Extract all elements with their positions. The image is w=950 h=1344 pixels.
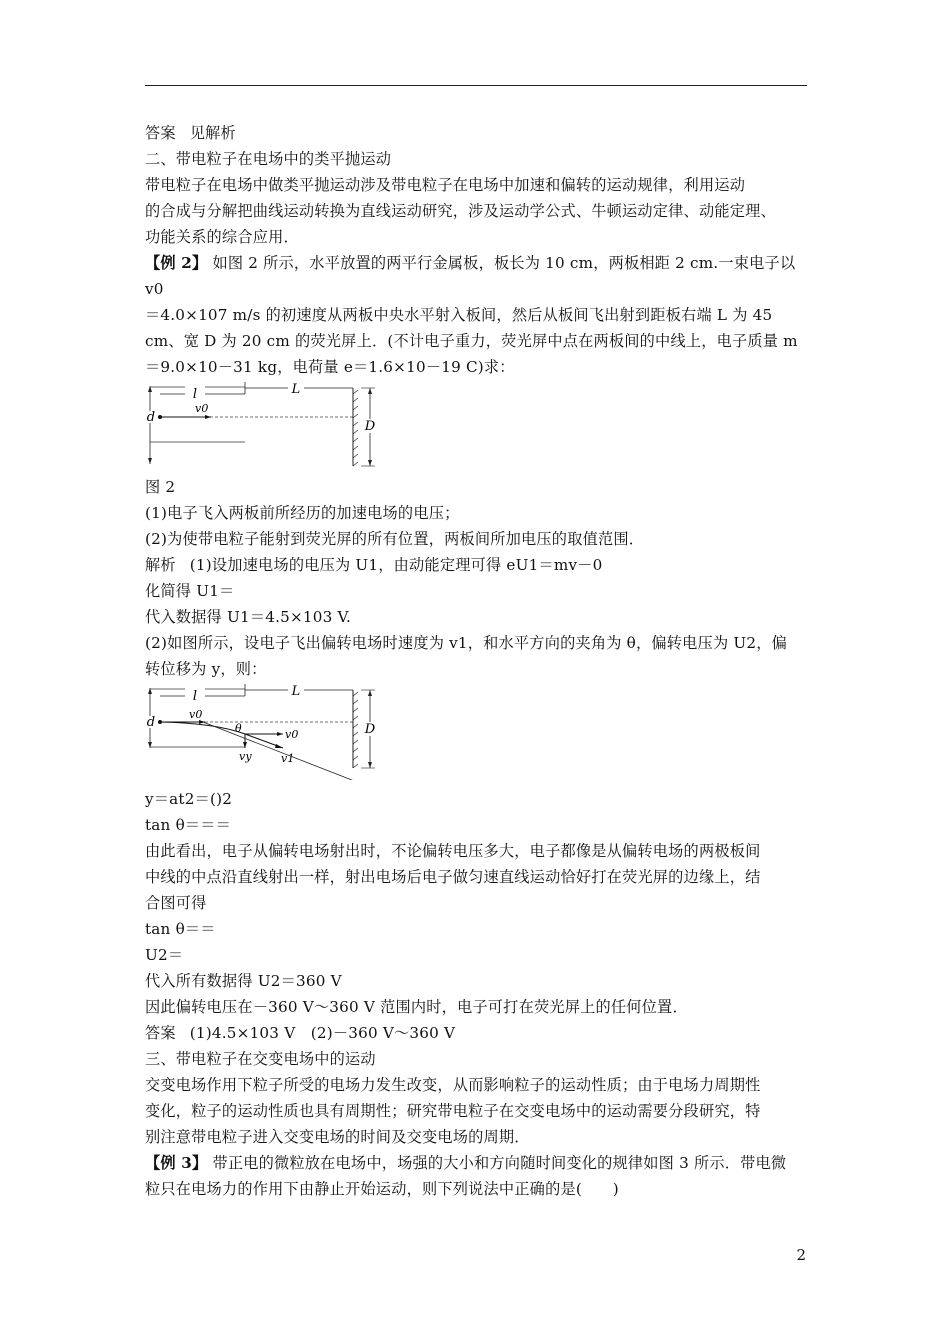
document-body [145, 120, 807, 1202]
figure-2-diagram [145, 382, 385, 468]
analysis-line: 解析 (1)设加速电场的电压为 U1，由动能定理可得 eU1＝mv－0 [145, 556, 603, 574]
paragraph-line: 代入数据得 U1＝4.5×103 V. [145, 608, 352, 626]
section-heading-2: 二、带电粒子在电场中的类平抛运动 [145, 150, 392, 168]
formula-line: U2＝ [145, 946, 184, 964]
label-v0: v0 [195, 402, 209, 415]
label-l: l [192, 387, 198, 402]
deflection-diagram [145, 684, 385, 780]
label-d: d [146, 410, 156, 425]
label-theta: θ [235, 722, 242, 735]
paragraph-line: 粒只在电场力的作用下由静止开始运动，则下列说法中正确的是( ) [145, 1180, 619, 1198]
formula-line: tan θ＝＝ [145, 920, 216, 938]
section-heading-3: 三、带电粒子在交变电场中的运动 [145, 1050, 376, 1068]
question-2: (2)为使带电粒子能射到荧光屏的所有位置，两板间所加电压的取值范围． [145, 530, 645, 548]
question-1: (1)电子飞入两板前所经历的加速电场的电压； [145, 504, 460, 522]
label-l: l [192, 689, 198, 704]
paragraph-line: 交变电场作用下粒子所受的电场力发生改变，从而影响粒子的运动性质；由于电场力周期性 [145, 1076, 761, 1094]
paragraph-line: 变化，粒子的运动性质也具有周期性；研究带电粒子在交变电场中的运动需要分段研究，特 [145, 1102, 761, 1120]
paragraph-line: 中线的中点沿直线射出一样，射出电场后电子做匀速直线运动恰好打在荧光屏的边缘上，结 [145, 868, 761, 886]
label-L: L [291, 684, 301, 699]
paragraph-line: 转位移为 y，则： [145, 660, 267, 678]
paragraph-line: cm、宽 D 为 20 cm 的荧光屏上．(不计电子重力，荧光屏中点在两板间的中线上，电子质量 m [145, 332, 798, 350]
label-v0: v0 [189, 708, 203, 721]
label-L: L [291, 382, 301, 397]
page-number: 2 [796, 1246, 806, 1264]
label-D: D [364, 419, 376, 434]
answer-line: 答案 见解析 [145, 124, 236, 142]
figure-2-caption: 图 2 [145, 478, 176, 496]
label-D: D [364, 722, 376, 737]
paragraph-line: (2)如图所示，设电子飞出偏转电场时速度为 v1，和水平方向的夹角为 θ，偏转电压为 U2，偏 [145, 634, 787, 652]
paragraph-line: 功能关系的综合应用． [145, 228, 299, 246]
paragraph-line: 合图可得 [145, 894, 207, 912]
paragraph-line: 因此偏转电压在－360 V～360 V 范围内时，电子可打在荧光屏上的任何位置． [145, 998, 688, 1016]
example-2-line: 【例 2】 如图 2 所示，水平放置的两平行金属板，板长为 10 cm，两板相距 2 cm.一束电子以 v0 [145, 254, 796, 298]
formula-line: tan θ＝＝＝ [145, 816, 232, 834]
paragraph-line: ＝4.0×107 m/s 的初速度从两板中央水平射入板间，然后从板间飞出射到距板右端 L 为 45 [145, 306, 773, 324]
paragraph-line: ＝9.0×10－31 kg，电荷量 e＝1.6×10－19 C)求： [145, 358, 515, 376]
paragraph-line: 别注意带电粒子进入交变电场的时间及交变电场的周期． [145, 1128, 530, 1146]
answer-line: 答案 (1)4.5×103 V (2)－360 V～360 V [145, 1024, 456, 1042]
label-v1: v1 [281, 752, 295, 765]
formula-line: y＝at2＝()2 [145, 790, 233, 808]
label-d: d [146, 715, 156, 730]
label-v0-exit: v0 [285, 728, 299, 741]
paragraph-line: 代入所有数据得 U2＝360 V [145, 972, 342, 990]
paragraph-line: 化简得 U1＝ [145, 582, 235, 600]
paragraph-line: 的合成与分解把曲线运动转换为直线运动研究，涉及运动学公式、牛顿运动定律、动能定理、 [145, 202, 776, 220]
label-vy: vy [239, 750, 252, 763]
example-3-line: 【例 3】 带正电的微粒放在电场中，场强的大小和方向随时间变化的规律如图 3 所示．带电微 [145, 1154, 787, 1172]
paragraph-line: 带电粒子在电场中做类平抛运动涉及带电粒子在电场中加速和偏转的运动规律，利用运动 [145, 176, 746, 194]
header-rule [145, 85, 807, 86]
paragraph-line: 由此看出，电子从偏转电场射出时，不论偏转电压多大，电子都像是从偏转电场的两极板间 [145, 842, 761, 860]
